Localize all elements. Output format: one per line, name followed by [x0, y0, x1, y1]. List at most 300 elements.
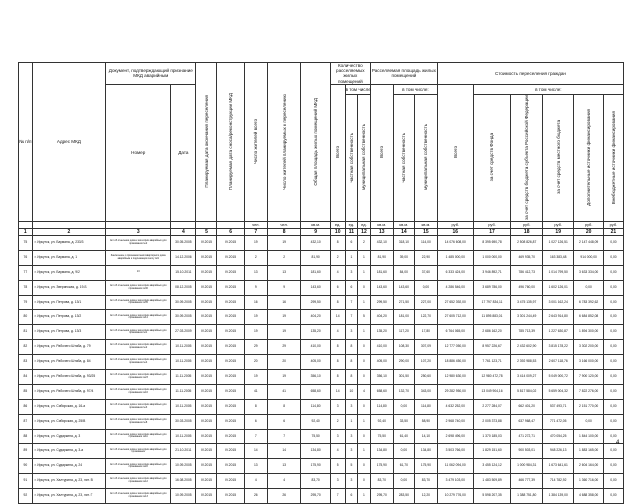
header-cost-including: в том числе:: [473, 84, 623, 94]
table-cell: 1 000 984,31: [511, 459, 543, 474]
table-cell: IV.2015: [196, 399, 217, 414]
table-cell: г. Иркутск, ул. Баумана, д. 233/3: [32, 235, 106, 250]
table-cell: 496 760,00: [511, 280, 543, 295]
unit-cell: ед.: [345, 221, 358, 228]
table-cell: IV.2015: [196, 310, 217, 325]
table-cell: 175,90: [301, 459, 330, 474]
table-cell: Акт об отнесении дома к категории аварийных для проживания №2: [106, 340, 171, 355]
table-cell: IV.2015: [196, 429, 217, 444]
table-cell: 0: [358, 340, 371, 355]
unit-cell: руб.: [574, 221, 603, 228]
table-cell: 10.09.2005: [171, 489, 196, 504]
table-cell: 1 485 000,00: [437, 250, 473, 265]
table-cell: 7: [244, 429, 267, 444]
table-cell: 0,00: [603, 310, 623, 325]
table-cell: 3 946 892,71: [473, 265, 511, 280]
unit-cell: [196, 221, 217, 228]
table-cell: 0,00: [603, 474, 623, 489]
column-number-cell: 9: [301, 228, 330, 235]
table-cell: 2 392 988,53: [511, 355, 543, 370]
table-cell: 404,20: [301, 310, 330, 325]
table-cell: 41: [267, 384, 301, 399]
table-cell: 3 815 178,22: [542, 340, 574, 355]
header-cost-group: Стоимость переселения граждан: [437, 63, 623, 85]
table-cell: 2: [358, 235, 371, 250]
table-cell: 318,10: [393, 235, 414, 250]
table-cell: 0: [358, 459, 371, 474]
column-number-cell: 11: [345, 228, 358, 235]
table-cell: 89: [19, 444, 33, 459]
table-cell: 91: [19, 474, 33, 489]
table-cell: 37,60: [414, 265, 437, 280]
table-cell: 1 602 126,01: [542, 280, 574, 295]
table-row: [19, 384, 624, 399]
table-cell: 307,09: [414, 340, 437, 355]
table-cell: 9: [244, 280, 267, 295]
table-body: [19, 235, 624, 503]
table-cell: г. Иркутск, ул. Сударкина, д. 3-а: [32, 444, 106, 459]
table-cell: 81,90: [301, 250, 330, 265]
table-cell: 5: [358, 310, 371, 325]
header-residents-planned: Число жителей планируемых к переселению: [267, 63, 301, 222]
table-cell: 10.11.2005: [171, 340, 196, 355]
table-cell: 4 688 358,00: [574, 489, 603, 504]
table-cell: 134,80: [370, 444, 393, 459]
unit-cell: руб.: [437, 221, 473, 228]
header-rooms-private: частная собственность: [345, 94, 358, 221]
table-cell: 16.08.2005: [171, 474, 196, 489]
table-cell: 81,90: [370, 250, 393, 265]
table-cell: 637 968,47: [511, 414, 543, 429]
table-cell: IV.2015: [217, 414, 244, 429]
table-cell: 1: [358, 325, 371, 340]
header-num: № п/п: [19, 63, 33, 222]
table-cell: IV.2015: [217, 280, 244, 295]
table-cell: 33,50: [393, 414, 414, 429]
table-cell: 1 829 151,60: [473, 444, 511, 459]
table-cell: 86: [19, 399, 33, 414]
table-cell: 80: [19, 310, 33, 325]
table-cell: 30.09.2005: [171, 295, 196, 310]
column-number-cell: 1: [19, 228, 33, 235]
table-cell: 301,50: [393, 369, 414, 384]
table-cell: 3: [345, 265, 358, 280]
table-cell: 1 370 185,03: [473, 429, 511, 444]
header-total-area: Общая площадь жилых помещений МКД: [301, 63, 330, 222]
table-cell: 30.03.2005: [171, 414, 196, 429]
table-cell: 11 062 094,00: [437, 459, 473, 474]
table-cell: 83: [19, 355, 33, 370]
table-cell: IV.2015: [217, 369, 244, 384]
table-row: [19, 280, 624, 295]
table-cell: 537 493,71: [542, 399, 574, 414]
table-cell: 13: [244, 459, 267, 474]
table-cell: 4: [330, 444, 345, 459]
table-cell: 0,00: [603, 369, 623, 384]
table-cell: 11.11.2005: [171, 369, 196, 384]
table-cell: 3: [330, 399, 345, 414]
unit-cell: кв.м.: [393, 221, 414, 228]
table-cell: IV.2015: [217, 489, 244, 504]
table-cell: 3 001 162,24: [542, 295, 574, 310]
table-cell: IV.2015: [217, 474, 244, 489]
table-cell: 2 968 740,00: [437, 414, 473, 429]
table-cell: 0: [358, 429, 371, 444]
table-cell: 19: [267, 369, 301, 384]
table-cell: 181,60: [301, 265, 330, 280]
table-cell: IV.2015: [217, 399, 244, 414]
table-cell: 1 844 100,00: [574, 429, 603, 444]
table-cell: 19: [244, 325, 267, 340]
table-cell: 3: [330, 429, 345, 444]
table-cell: 469 935,70: [511, 250, 543, 265]
table-cell: 27 652 392,00: [437, 295, 473, 310]
column-number-cell: 3: [106, 228, 171, 235]
table-cell: 143,60: [301, 280, 330, 295]
table-cell: 0,00: [603, 459, 623, 474]
table-cell: 0,00: [603, 399, 623, 414]
table-cell: 0,00: [603, 340, 623, 355]
table-cell: 12 980 472,78: [473, 369, 511, 384]
table-cell: 3 166 000,00: [574, 355, 603, 370]
table-cell: IV.2015: [217, 429, 244, 444]
table-cell: 0,00: [393, 399, 414, 414]
unit-cell: руб.: [473, 221, 511, 228]
table-cell: Акт об отнесении дома к категории аварийных для проживания №2: [106, 235, 171, 250]
table-cell: 10.11.2005: [171, 355, 196, 370]
unit-cell: кв.м.: [370, 221, 393, 228]
column-number-cell: 10: [330, 228, 345, 235]
table-cell: 8: [330, 295, 345, 310]
table-cell: IV.2015: [196, 325, 217, 340]
table-cell: Акт об отнесении дома к категории аварийных для проживания №1: [106, 325, 171, 340]
table-cell: 0,00: [574, 414, 603, 429]
table-cell: 2 277 284,07: [473, 399, 511, 414]
table-cell: 122,70: [414, 310, 437, 325]
table-cell: 2 005 373,88: [473, 414, 511, 429]
table-cell: 771 472,05: [542, 414, 574, 429]
table-cell: 26: [267, 489, 301, 504]
table-cell: 8: [345, 340, 358, 355]
table-cell: IV.2015: [217, 235, 244, 250]
table-cell: 7: [267, 429, 301, 444]
table-cell: 0: [358, 355, 371, 370]
column-number-cell: 19: [542, 228, 574, 235]
table-cell: Акт об отнесении дома к категории аварийных для проживания №3: [106, 399, 171, 414]
column-number-cell: 20: [574, 228, 603, 235]
table-cell: 143,60: [370, 280, 393, 295]
table-cell: 39,00: [393, 250, 414, 265]
table-cell: 13: [106, 265, 171, 280]
table-cell: 5 049 000,72: [542, 369, 574, 384]
table-cell: 143,60: [393, 280, 414, 295]
table-cell: Акт об отнесении дома к категории аварийных для проживания №22: [106, 459, 171, 474]
table-cell: 92,40: [370, 414, 393, 429]
header-area-private: частная собственность: [393, 94, 414, 221]
table-cell: 75: [19, 235, 33, 250]
unit-cell: [217, 221, 244, 228]
table-cell: 4 286 546,00: [437, 280, 473, 295]
table-cell: 658,60: [370, 384, 393, 399]
table-cell: 2 151 770,00: [574, 399, 603, 414]
table-cell: 114,80: [301, 399, 330, 414]
table-cell: 227,00: [414, 295, 437, 310]
table-cell: IV.2015: [217, 325, 244, 340]
table-cell: 0,00: [603, 235, 623, 250]
table-cell: 0,00: [603, 489, 623, 504]
table-cell: 75,50: [301, 429, 330, 444]
table-cell: 2: [330, 250, 345, 265]
table-cell: 2 432 602,90: [511, 340, 543, 355]
table-cell: 3: [345, 325, 358, 340]
table-cell: 3 455 124,12: [473, 459, 511, 474]
table-cell: IV.2015: [196, 295, 217, 310]
table-cell: 7: [345, 295, 358, 310]
table-cell: 0,00: [603, 444, 623, 459]
table-cell: 10: [345, 384, 358, 399]
table-cell: 5 659 004,32: [542, 384, 574, 399]
table-cell: 0,00: [603, 429, 623, 444]
header-cost-extra: Дополнительные источники финансирования: [574, 94, 603, 221]
table-cell: 1: [358, 295, 371, 310]
table-cell: 134,80: [301, 444, 330, 459]
table-cell: г. Иркутск, ул. Сибирская, д. 16-а: [32, 399, 106, 414]
table-cell: 2 604 164,00: [574, 459, 603, 474]
table-cell: 58,90: [414, 414, 437, 429]
table-cell: Акт об отнесении дома к категории аварийных для проживания №36: [106, 280, 171, 295]
table-cell: Акт об отнесении дома к категории аварийных для проживания №23: [106, 369, 171, 384]
header-address: Адрес МКД: [32, 63, 106, 222]
table-cell: 20: [267, 355, 301, 370]
table-cell: 8: [330, 355, 345, 370]
table-cell: 0,00: [603, 295, 623, 310]
table-cell: 11.11.2005: [171, 384, 196, 399]
table-row: [19, 414, 624, 429]
unit-cell: [171, 221, 196, 228]
table-cell: 14 076 608,00: [437, 235, 473, 250]
table-cell: 8: [345, 355, 358, 370]
table-cell: 1 388 751,80: [511, 489, 543, 504]
table-row: [19, 459, 624, 474]
units-row: [19, 221, 624, 228]
table-row: [19, 489, 624, 504]
table-cell: 343,00: [414, 384, 437, 399]
table-cell: 6: [330, 280, 345, 295]
table-cell: 3: [330, 474, 345, 489]
header-cost-region: за счет средств бюджета субъекта Российской Федерации: [511, 94, 543, 221]
table-cell: г. Иркутск, ул. Зверинская, д. 19-Б: [32, 280, 106, 295]
table-cell: 26: [244, 489, 267, 504]
table-cell: 19: [267, 235, 301, 250]
table-cell: 1: [358, 250, 371, 265]
unit-cell: ед.: [330, 221, 345, 228]
table-cell: 108,30: [393, 340, 414, 355]
table-cell: 914 000,00: [574, 250, 603, 265]
table-cell: 6 764 065,00: [437, 325, 473, 340]
table-cell: 0: [358, 369, 371, 384]
table-cell: IV.2015: [217, 295, 244, 310]
table-cell: Акт об отнесении дома к категории аварийных для проживания №16: [106, 384, 171, 399]
table-cell: 2 698 496,00: [437, 429, 473, 444]
unit-cell: [32, 221, 106, 228]
table-cell: 5 817 584,02: [511, 384, 543, 399]
table-row: [19, 399, 624, 414]
table-cell: 2: [330, 414, 345, 429]
table-cell: 1 360 716,00: [574, 474, 603, 489]
table-cell: Заключение о признании многоквартирного дома аварийным и подлежащим сносу №9: [106, 250, 171, 265]
table-cell: 6: [345, 235, 358, 250]
table-cell: 21.10.2011: [171, 444, 196, 459]
table-cell: г. Иркутск, ул. Халтурина, д. 23, лит. Г: [32, 489, 106, 504]
table-cell: 22,90: [414, 250, 437, 265]
header-planned-relocation: Планируемая дата окончания переселения: [196, 63, 217, 222]
table-cell: IV.2015: [196, 369, 217, 384]
table-cell: 2 607 118,76: [542, 355, 574, 370]
table-cell: 432,10: [301, 235, 330, 250]
table-cell: 30.05.2005: [171, 235, 196, 250]
unit-cell: руб.: [511, 221, 543, 228]
table-cell: IV.2015: [217, 250, 244, 265]
header-cost-local: за счет средств местного бюджета: [542, 94, 574, 221]
table-cell: 3 633 334,00: [574, 265, 603, 280]
table-row: [19, 310, 624, 325]
table-cell: г. Иркутск, ул. Петрова, д. 13/1: [32, 295, 106, 310]
table-cell: 299,50: [370, 295, 393, 310]
table-cell: 7: [330, 489, 345, 504]
table-cell: 6: [244, 414, 267, 429]
table-cell: 1 883 165,00: [574, 444, 603, 459]
table-cell: 1 483 509,89: [473, 474, 511, 489]
column-number-cell: 7: [244, 228, 267, 235]
table-cell: 4: [330, 265, 345, 280]
table-cell: 61,70: [393, 459, 414, 474]
table-cell: 0,00: [603, 355, 623, 370]
column-number-cell: 12: [358, 228, 371, 235]
table-cell: 0: [358, 280, 371, 295]
table-cell: 0,00: [603, 280, 623, 295]
table-cell: 90: [19, 459, 33, 474]
table-cell: IV.2015: [196, 474, 217, 489]
table-cell: 900 503,01: [511, 444, 543, 459]
table-cell: 1: [358, 414, 371, 429]
table-cell: 2 643 914,80: [542, 310, 574, 325]
table-cell: г. Иркутск, ул. Сударкина, д. 24: [32, 459, 106, 474]
table-cell: 405,00: [370, 355, 393, 370]
column-number-cell: 4: [171, 228, 196, 235]
table-cell: IV.2015: [196, 459, 217, 474]
table-cell: 356,10: [301, 369, 330, 384]
table-cell: 0,00: [574, 280, 603, 295]
table-cell: IV.2015: [217, 340, 244, 355]
table-cell: 3: [345, 444, 358, 459]
table-cell: 29: [244, 340, 267, 355]
table-cell: 295,70: [370, 489, 393, 504]
table-cell: 8 395 690,78: [473, 235, 511, 250]
unit-cell: чел.: [244, 221, 267, 228]
column-number-cell: 14: [393, 228, 414, 235]
table-cell: 29: [267, 340, 301, 355]
table-cell: 13 049 904,16: [473, 384, 511, 399]
table-cell: 658,60: [301, 384, 330, 399]
table-row: [19, 474, 624, 489]
table-cell: 27.03.2009: [171, 325, 196, 340]
table-cell: 17 797 834,11: [473, 295, 511, 310]
table-cell: 405,00: [301, 355, 330, 370]
unit-cell: руб.: [542, 221, 574, 228]
table-cell: 88: [19, 429, 33, 444]
table-cell: 19: [244, 369, 267, 384]
header-rooms-total: Всего: [330, 84, 345, 221]
header-cost-fund: за счет средств Фонда: [473, 94, 511, 221]
table-cell: 12,20: [414, 489, 437, 504]
table-row: [19, 265, 624, 280]
table-cell: 13: [244, 265, 267, 280]
table-cell: 410,00: [301, 340, 330, 355]
table-cell: 83,70: [370, 474, 393, 489]
column-number-cell: 2: [32, 228, 106, 235]
table-cell: 4: [358, 384, 371, 399]
table-cell: 404,20: [370, 310, 393, 325]
table-cell: г. Иркутск, ул. Рабочего Штаба, д. 84: [32, 355, 106, 370]
table-cell: 3 414 009,27: [511, 369, 543, 384]
table-cell: 76: [19, 250, 33, 265]
table-cell: 87: [19, 414, 33, 429]
table-cell: г. Иркутск, ул. Рабочего Штаба, д. 97/4: [32, 384, 106, 399]
table-cell: 78: [19, 280, 33, 295]
table-cell: 8: [345, 369, 358, 384]
table-cell: 11 895 883,01: [473, 310, 511, 325]
column-number-cell: 18: [511, 228, 543, 235]
unit-cell: чел.: [267, 221, 301, 228]
table-cell: 14: [267, 444, 301, 459]
table-cell: 3 302 200,00: [574, 340, 603, 355]
table-cell: г. Иркутск, ул. Петрова, д. 13/2: [32, 310, 106, 325]
table-cell: 41: [244, 384, 267, 399]
header-area-total: Всего: [370, 84, 393, 221]
table-cell: 82: [19, 340, 33, 355]
table-cell: 163 383,48: [542, 250, 574, 265]
table-cell: 786 412,73: [511, 265, 543, 280]
table-cell: 283,50: [393, 489, 414, 504]
table-cell: 135,20: [301, 325, 330, 340]
page-number: 4: [616, 440, 620, 446]
table-cell: 14.12.2006: [171, 250, 196, 265]
table-cell: 2: [267, 250, 301, 265]
table-cell: 1 027 126,51: [542, 235, 574, 250]
table-cell: 6 684 852,08: [574, 310, 603, 325]
table-cell: 1: [345, 250, 358, 265]
table-cell: г. Иркутск, ул. Сударкина, д. 3: [32, 429, 106, 444]
table-cell: 17,80: [414, 325, 437, 340]
table-cell: IV.2015: [217, 310, 244, 325]
table-cell: IV.2015: [217, 265, 244, 280]
table-cell: 4: [330, 325, 345, 340]
table-cell: IV.2015: [196, 340, 217, 355]
column-number-cell: 21: [603, 228, 623, 235]
table-cell: 0,00: [603, 414, 623, 429]
table-cell: 84: [19, 369, 33, 384]
table-cell: 29 282 950,00: [437, 384, 473, 399]
column-number-cell: 15: [414, 228, 437, 235]
table-cell: 107,20: [414, 355, 437, 370]
table-cell: IV.2015: [196, 355, 217, 370]
table-cell: 8: [244, 399, 267, 414]
table-cell: 1: [345, 414, 358, 429]
table-cell: 471 272,71: [511, 429, 543, 444]
table-cell: 432,10: [370, 235, 393, 250]
table-cell: 81: [19, 325, 33, 340]
table-cell: 79: [19, 295, 33, 310]
